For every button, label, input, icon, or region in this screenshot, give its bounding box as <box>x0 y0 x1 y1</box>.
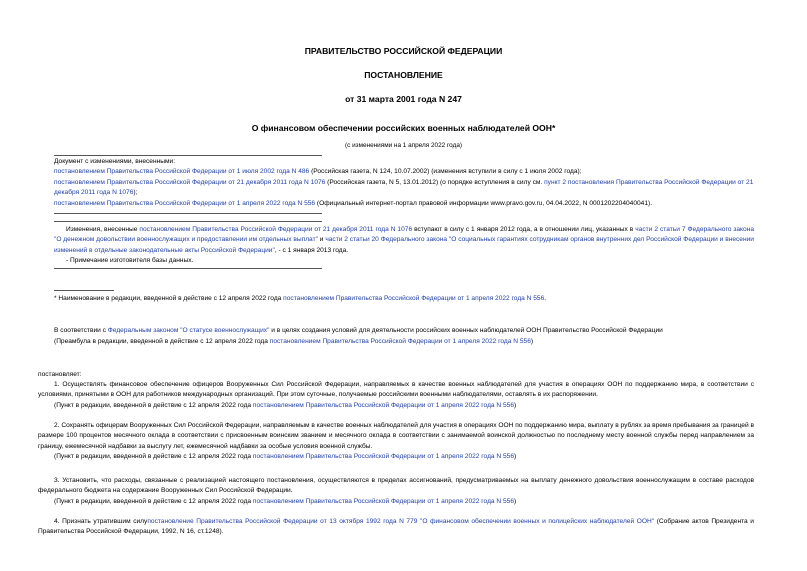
edition-note: (с изменениями на 1 апреля 2022 года) <box>345 142 462 149</box>
doc-date-number: от 31 марта 2001 года N 247 <box>345 94 462 104</box>
clause-3: 3. Установить, что расходы, связанные с реализацией настоящего постановления, осуществляются в пределах ассигнований, предусматриваемых на выплату денежного довольствия военнослужащим в составе расходов федерального бюджета на содержание Вооруженных Сил Российской Федерации. <box>38 477 754 495</box>
clause-2: 2. Сохранять офицерам Вооруженных Сил Российской Федерации, направляемым в качестве военных наблюдателей для участия в операциях ООН по поддержанию мира, выплату в рублях за время пребывания за границей в размере 100 процентов месячного оклада в соответствии с присвоенным воинским званием и месячного оклада в соответствии с занимаемой воинской должностью по последнему месту военной службы перед направлением за границу, ежемесячной надбавки за выслугу лет, ежемесячной надбавки за особые условия военной службы. <box>38 422 754 450</box>
divider <box>54 221 322 222</box>
repealed-act-link[interactable]: постановление Правительства Российской Федерации от 13 октября 1992 года N 779 "О финансовом обеспечении военных и полицейских наблюдателей ООН" <box>147 518 655 525</box>
divider <box>54 213 322 214</box>
changes-block <box>54 157 754 209</box>
resolves: постановляет: <box>38 371 82 378</box>
changes-intro: Документ с изменениями, внесенными: <box>54 158 176 165</box>
footnote-link[interactable]: постановлением Правительства Российской Федерации от 1 апреля 2022 года N 556 <box>283 295 545 302</box>
footnote: * Наименование в редакции, введенной в действие с 12 апреля 2022 года постановлением Правительства Российской Федерации от 1 апреля 2022 года N 556. <box>54 295 547 302</box>
change-link[interactable]: постановлением Правительства Российской Федерации от 1 апреля 2022 года N 556 <box>54 199 316 207</box>
footnote-divider <box>54 290 114 291</box>
clause-2-edition: (Пункт в редакции, введенной в действие с 12 апреля 2022 года постановлением Правительства Российской Федерации от 1 апреля 2022 года N 556) <box>54 453 517 460</box>
clause-1: 1. Осуществлять финансовое обеспечение офицеров Вооруженных Сил Российской Федерации, направляемых в качестве военных наблюдателей для участия в операциях ООН по поддержанию мира, в соответствии с условиями, принятыми в ООН для работников международных организаций. При этом суточные, получаемые российскими военными наблюдателями, оставлять в их распоряжении. <box>38 381 754 399</box>
change-item: постановлением Правительства Российской Федерации от 1 июля 2002 года N 486 (Российская газета, N 124, 10.07.2002) (изменения вступили в силу с 1 июля 2002 года); <box>54 168 582 176</box>
clause-4: 4. Признать утратившим силупостановление Правительства Российской Федерации от 13 октября 1992 года N 779 "О финансовом обеспечении военных и полицейских наблюдателей ООН" (Собрание актов Президента и Правительства Российской Федерации, 1992, N 16, ст.1248). <box>38 518 754 536</box>
clause-3-edition: (Пункт в редакции, введенной в действие с 12 апреля 2022 года постановлением Правительства Российской Федерации от 1 апреля 2022 года N 556) <box>54 498 517 505</box>
change-link[interactable]: постановлением Правительства Российской Федерации от 1 июля 2002 года N 486 <box>54 168 310 176</box>
preamble: В соответствии с Федеральным законом "О статусе военнослужащих" и в целях создания условий для деятельности российских военных наблюдателей ООН Правительство Российской Федерации <box>54 327 663 334</box>
doc-type: ПОСТАНОВЛЕНИЕ <box>364 70 443 80</box>
divider <box>54 268 322 269</box>
change-link[interactable]: постановлением Правительства Российской Федерации от 21 декабря 2011 года N 1076 <box>54 178 326 186</box>
org-name: ПРАВИТЕЛЬСТВО РОССИЙСКОЙ ФЕДЕРАЦИИ <box>304 46 503 56</box>
note-link[interactable]: части 2 статьи 20 Федерального закона "О социальных гарантиях сотрудникам органов внутренних дел Российской Федерации и внесении изменений в отдельные законодательные акты Российской Федерации" <box>54 236 754 254</box>
change-item: постановлением Правительства Российской Федерации от 21 декабря 2011 года N 1076 (Российская газета, N 5, 13.01.2012) (о порядке вступления в силу см. пункт 2 постановления Правительства Российской Федерации от 21 декабря 2011 года N 1076); <box>54 178 754 197</box>
amendment-note: Изменения, внесенные постановлением Правительства Российской Федерации от 21 декабря 2011 года N 1076 вступают в силу с 1 января 2012 года, а в отношении лиц, указанных в части 2 статьи 7 Федерального закона "О денежном довольствии военнослужащих и предоставлении им отдельных выплат" и части 2 статьи 20 Федерального закона "О социальных гарантиях сотрудникам органов внутренних дел Российской Федерации и внесении изменений в отдельные законодательные акты Российской Федерации", - с 1 января 2013 года. <box>54 226 754 254</box>
edition-link[interactable]: постановлением Правительства Российской Федерации от 1 апреля 2022 года N 556 <box>252 498 515 505</box>
note-link[interactable]: части 2 статьи 7 Федерального закона "О денежном довольствии военнослужащих и предоставлении им отдельных выплат" <box>54 226 754 244</box>
clause-1-edition: (Пункт в редакции, введенной в действие с 12 апреля 2022 года постановлением Правительства Российской Федерации от 1 апреля 2022 года N 556) <box>54 402 517 409</box>
edition-link[interactable]: постановлением Правительства Российской Федерации от 1 апреля 2022 года N 556 <box>269 338 531 345</box>
doc-title: О финансовом обеспечении российских военных наблюдателей ООН* <box>251 123 556 133</box>
edition-link[interactable]: постановлением Правительства Российской Федерации от 1 апреля 2022 года N 556 <box>252 402 515 409</box>
change-item: постановлением Правительства Российской Федерации от 1 апреля 2022 года N 556 (Официальный интернет-портал правовой информации www.pravo.gov.ru, 04.04.2022, N 0001202204040041). <box>54 199 653 207</box>
divider <box>54 155 322 156</box>
note-link[interactable]: постановлением Правительства Российской Федерации от 21 декабря 2011 года N 1076 <box>139 226 413 233</box>
db-remark: - Примечание изготовителя базы данных. <box>66 257 194 264</box>
change-link[interactable]: пункт 2 постановления Правительства Российской Федерации от 21 декабря 2011 года N 1076 <box>54 178 754 197</box>
preamble-edition: (Преамбула в редакции, введенной в действие с 12 апреля 2022 года постановлением Правительства Российской Федерации от 1 апреля 2022 года N 556) <box>54 338 534 345</box>
preamble-link[interactable]: Федеральным законом "О статусе военнослужащих" <box>107 327 270 334</box>
edition-link[interactable]: постановлением Правительства Российской Федерации от 1 апреля 2022 года N 556 <box>252 453 515 460</box>
